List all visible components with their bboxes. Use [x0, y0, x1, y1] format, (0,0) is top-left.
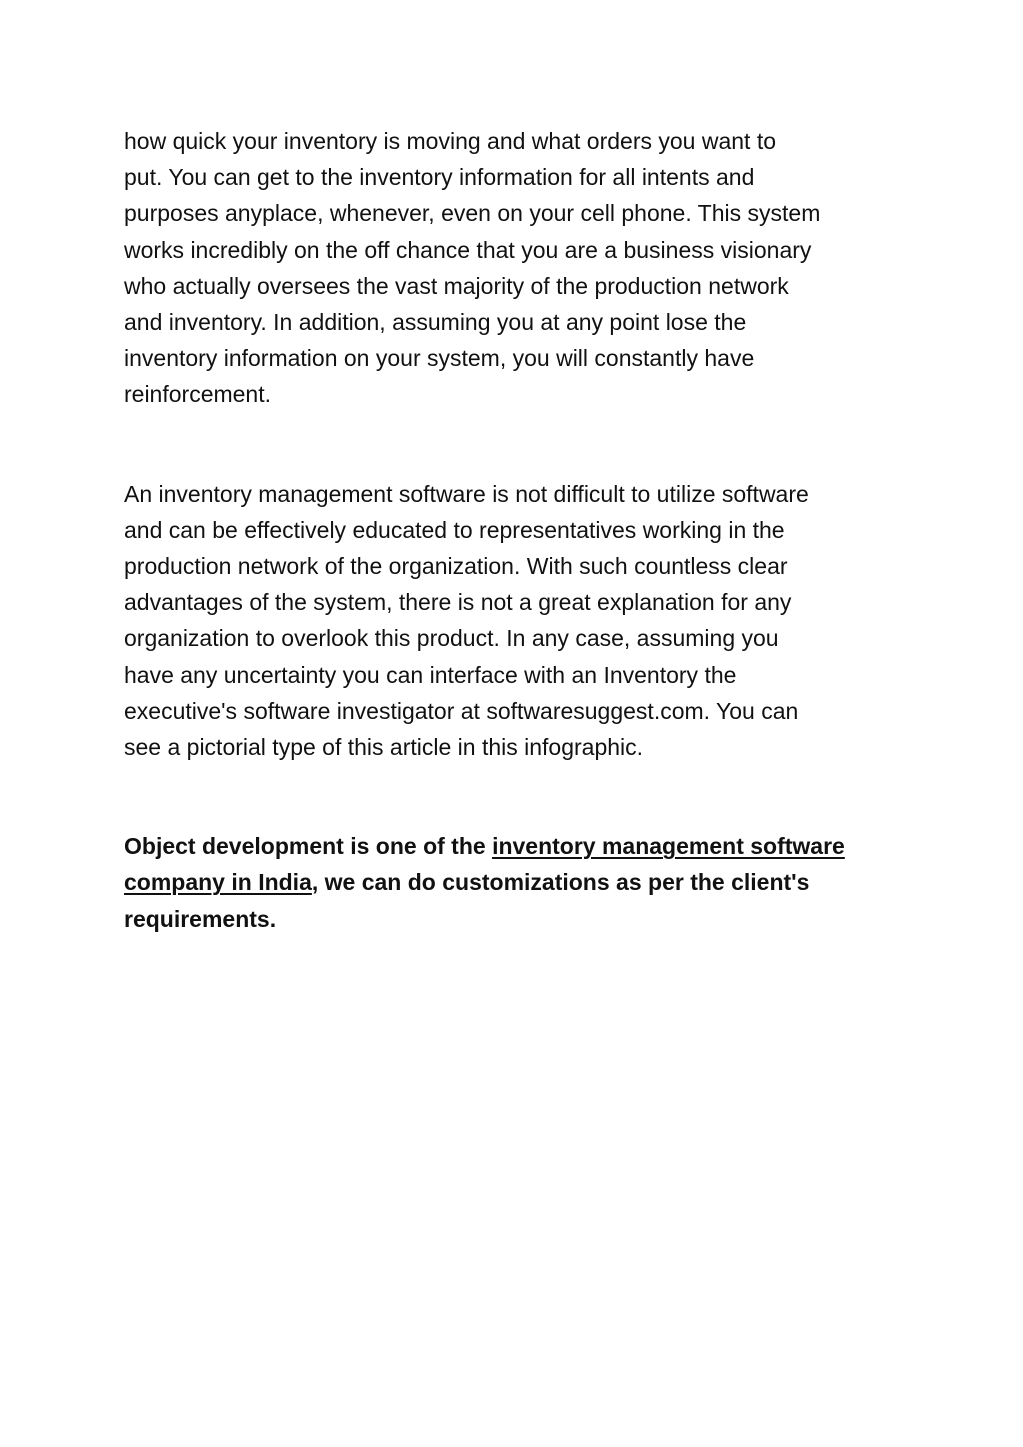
promo-line-1: [124, 828, 914, 864]
paragraph-line: advantages of the system, there is not a great explanation for any: [124, 589, 792, 616]
paragraph-line: see a pictorial type of this article in this infographic.: [124, 734, 644, 761]
company-link-part-2[interactable]: company in India: [124, 869, 312, 896]
paragraph-line: purposes anyplace, whenever, even on your cell phone. This system: [124, 200, 821, 227]
paragraph-line: and inventory. In addition, assuming you at any point lose the: [124, 309, 747, 336]
promo-line-2: [124, 864, 914, 900]
paragraph-line: reinforcement.: [124, 381, 272, 408]
promo-text: , we can do customizations as per the client's: [311, 869, 810, 896]
paragraph-software-usage: [124, 476, 914, 766]
promo-line-3: requirements.: [124, 905, 277, 932]
paragraph-line: have any uncertainty you can interface with an Inventory the: [124, 661, 737, 688]
paragraph-company-promo: [124, 828, 914, 937]
paragraph-line: works incredibly on the off chance that you are a business visionary: [124, 236, 812, 263]
paragraph-line: put. You can get to the inventory information for all intents and: [124, 164, 755, 191]
paragraph-line: inventory information on your system, you will constantly have: [124, 345, 755, 372]
paragraph-line: organization to overlook this product. In any case, assuming you: [124, 625, 779, 652]
paragraph-line: An inventory management software is not difficult to utilize software: [124, 480, 809, 507]
paragraph-line: who actually oversees the vast majority of the production network: [124, 272, 789, 299]
document-body: [124, 123, 914, 937]
promo-text: Object development is one of the: [124, 833, 493, 860]
company-link-part-1[interactable]: inventory management software: [492, 833, 845, 860]
paragraph-line: executive's software investigator at softwaresuggest.com. You can: [124, 697, 799, 724]
paragraph-line: and can be effectively educated to representatives working in the: [124, 516, 785, 543]
paragraph-inventory-tracking: [124, 123, 914, 413]
paragraph-line: production network of the organization. With such countless clear: [124, 553, 788, 580]
paragraph-line: how quick your inventory is moving and what orders you want to: [124, 128, 776, 154]
